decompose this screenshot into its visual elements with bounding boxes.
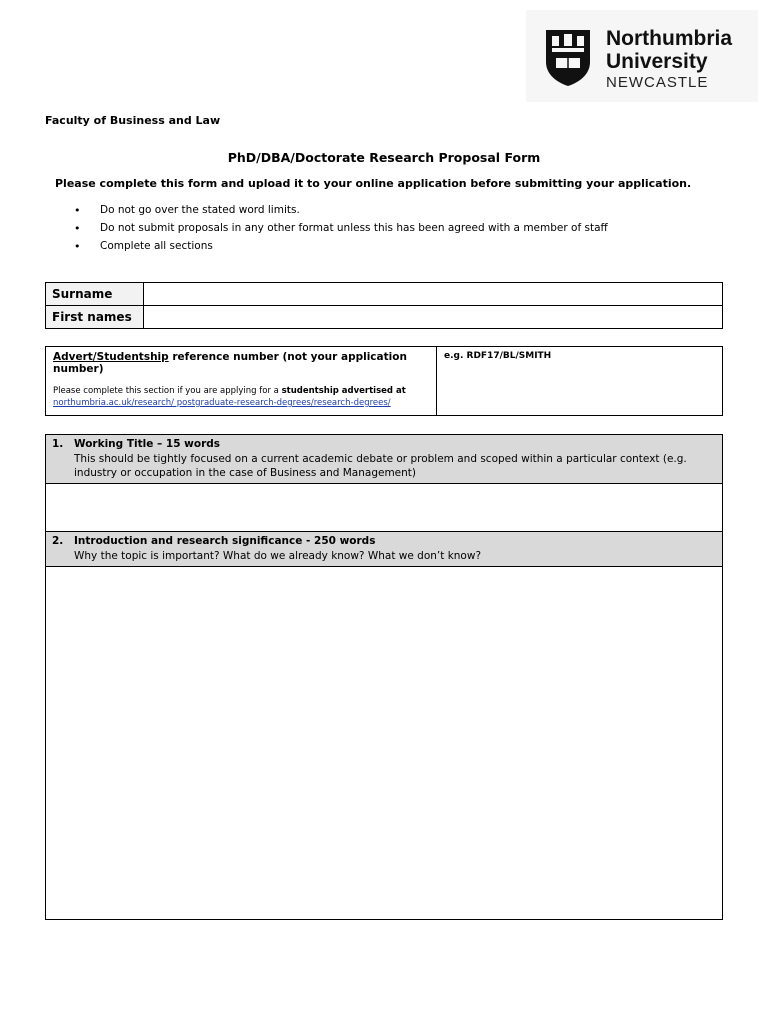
advert-heading-rest: reference number (not your application number) [53,351,407,375]
list-item [74,219,608,237]
list-item-text: Do not submit proposals in any other format unless this has been agreed with a member of staff [100,222,608,234]
advert-reference-label-cell [46,347,437,416]
section-header-row [46,532,723,567]
form-instruction: Please complete this form and upload it to your online application before submitting your application. [55,177,692,190]
section-number: 1. [52,438,64,450]
first-names-label: First names [46,306,144,329]
section-title: Working Title – 15 words [74,438,221,450]
instruction-list [74,201,608,255]
research-degrees-link[interactable]: northumbria.ac.uk/research/ postgraduate-research-degrees/research-degrees/ [53,398,391,408]
section-body-row [46,484,723,532]
table-row [46,306,723,329]
section-number: 2. [52,535,64,547]
section-description: Why the topic is important? What do we already know? What we don’t know? [74,550,482,562]
surname-field[interactable] [144,283,723,306]
proposal-sections-table [45,434,723,920]
advert-reference-table [45,346,723,416]
surname-label: Surname [46,283,144,306]
list-item [74,201,608,219]
bullet-icon: • [74,221,81,235]
bullet-icon: • [74,203,81,217]
advert-studentship-underlined: Advert/Studentship [53,351,169,363]
advert-note-bold: studentship advertised at [281,386,406,396]
introduction-field[interactable] [46,567,723,920]
table-row [46,347,723,416]
advert-reference-example: e.g. RDF17/BL/SMITH [444,351,552,361]
logo-name-line1: Northumbria [606,27,732,50]
advert-reference-heading [53,351,429,375]
advert-note-text: Please complete this section if you are applying for a [53,386,282,396]
first-names-field[interactable] [144,306,723,329]
section-title: Introduction and research significance - 250 words [74,535,376,547]
advert-note [53,385,429,409]
logo-name-line2: University [606,50,708,73]
university-logo [526,10,758,102]
section-body-row [46,567,723,920]
form-title: PhD/DBA/Doctorate Research Proposal Form [227,150,541,165]
logo-location: NEWCASTLE [606,74,709,91]
crest-icon [544,28,592,88]
personal-details-table [45,282,723,329]
advert-reference-field[interactable] [437,347,723,416]
table-row [46,283,723,306]
section-2-header [46,532,723,567]
faculty-heading: Faculty of Business and Law [45,114,221,127]
section-description: This should be tightly focused on a current academic debate or problem and scoped within a particular context (e.g. industry or occupation in the case of Business and Management) [74,453,687,479]
list-item-text: Do not go over the stated word limits. [100,204,300,216]
section-header-row [46,435,723,484]
list-item [74,237,608,255]
list-item-text: Complete all sections [100,240,213,252]
section-1-header [46,435,723,484]
working-title-field[interactable] [46,484,723,532]
bullet-icon: • [74,239,81,253]
